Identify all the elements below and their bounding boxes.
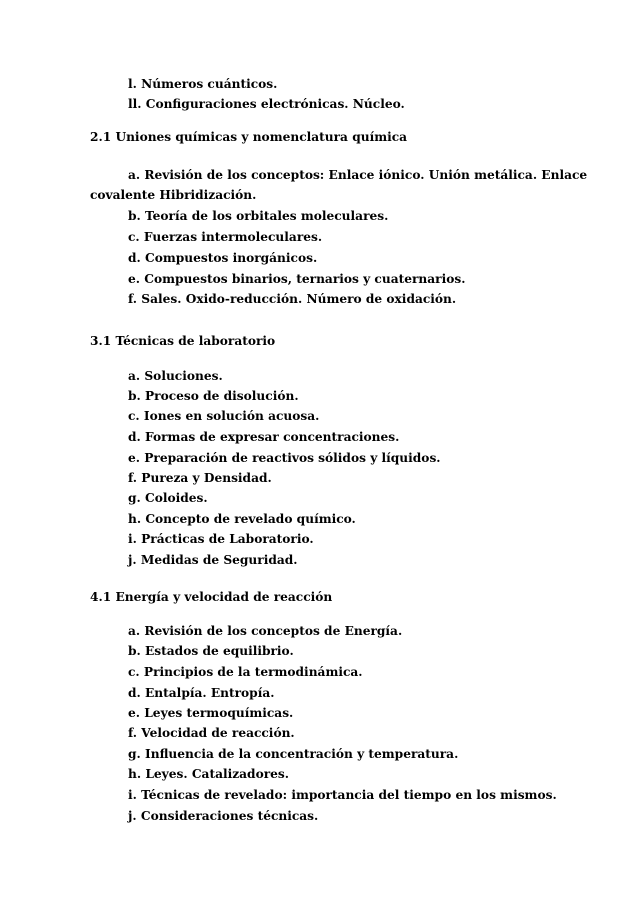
list-item: i. Técnicas de revelado: importancia del tiempo en los mismos. [128, 788, 557, 802]
list-item: c. Principios de la termodinámica. [128, 665, 363, 679]
list-item: b. Proceso de disolución. [128, 389, 299, 403]
list-item: h. Concepto de revelado químico. [128, 512, 356, 526]
list-item: e. Preparación de reactivos sólidos y líquidos. [128, 451, 441, 465]
list-item: d. Entalpía. Entropía. [128, 686, 275, 700]
list-item: j. Consideraciones técnicas. [128, 809, 319, 823]
list-item: e. Compuestos binarios, ternarios y cuaternarios. [128, 272, 466, 286]
section-heading-2-1: 2.1 Uniones químicas y nomenclatura química [90, 130, 408, 144]
list-item: a. Soluciones. [128, 369, 223, 383]
list-item: b. Estados de equilibrio. [128, 644, 294, 658]
list-item: b. Teoría de los orbitales moleculares. [128, 209, 389, 223]
list-item: c. Fuerzas intermoleculares. [128, 230, 323, 244]
section-heading-3-1: 3.1 Técnicas de laboratorio [90, 334, 276, 348]
list-item: g. Influencia de la concentración y temperatura. [128, 747, 459, 761]
list-item: f. Pureza y Densidad. [128, 471, 272, 485]
list-item-l: l. Números cuánticos. [128, 77, 278, 91]
list-item: f. Velocidad de reacción. [128, 726, 295, 740]
list-item-ll: ll. Configuraciones electrónicas. Núcleo. [128, 97, 405, 111]
list-item: c. Iones en solución acuosa. [128, 409, 320, 423]
list-item: d. Compuestos inorgánicos. [128, 251, 318, 265]
list-item: h. Leyes. Catalizadores. [128, 767, 289, 781]
list-item: a. Revisión de los conceptos de Energía. [128, 624, 403, 638]
list-item-continuation: covalente Hibridización. [90, 188, 257, 202]
section-heading-4-1: 4.1 Energía y velocidad de reacción [90, 590, 333, 604]
list-item: a. Revisión de los conceptos: Enlace iónico. Unión metálica. Enlace [128, 168, 588, 182]
list-item: i. Prácticas de Laboratorio. [128, 532, 314, 546]
list-item: e. Leyes termoquímicas. [128, 706, 294, 720]
list-item: g. Coloides. [128, 491, 208, 505]
list-item: j. Medidas de Seguridad. [128, 553, 298, 567]
list-item: f. Sales. Oxido-reducción. Número de oxidación. [128, 292, 457, 306]
list-item: d. Formas de expresar concentraciones. [128, 430, 400, 444]
